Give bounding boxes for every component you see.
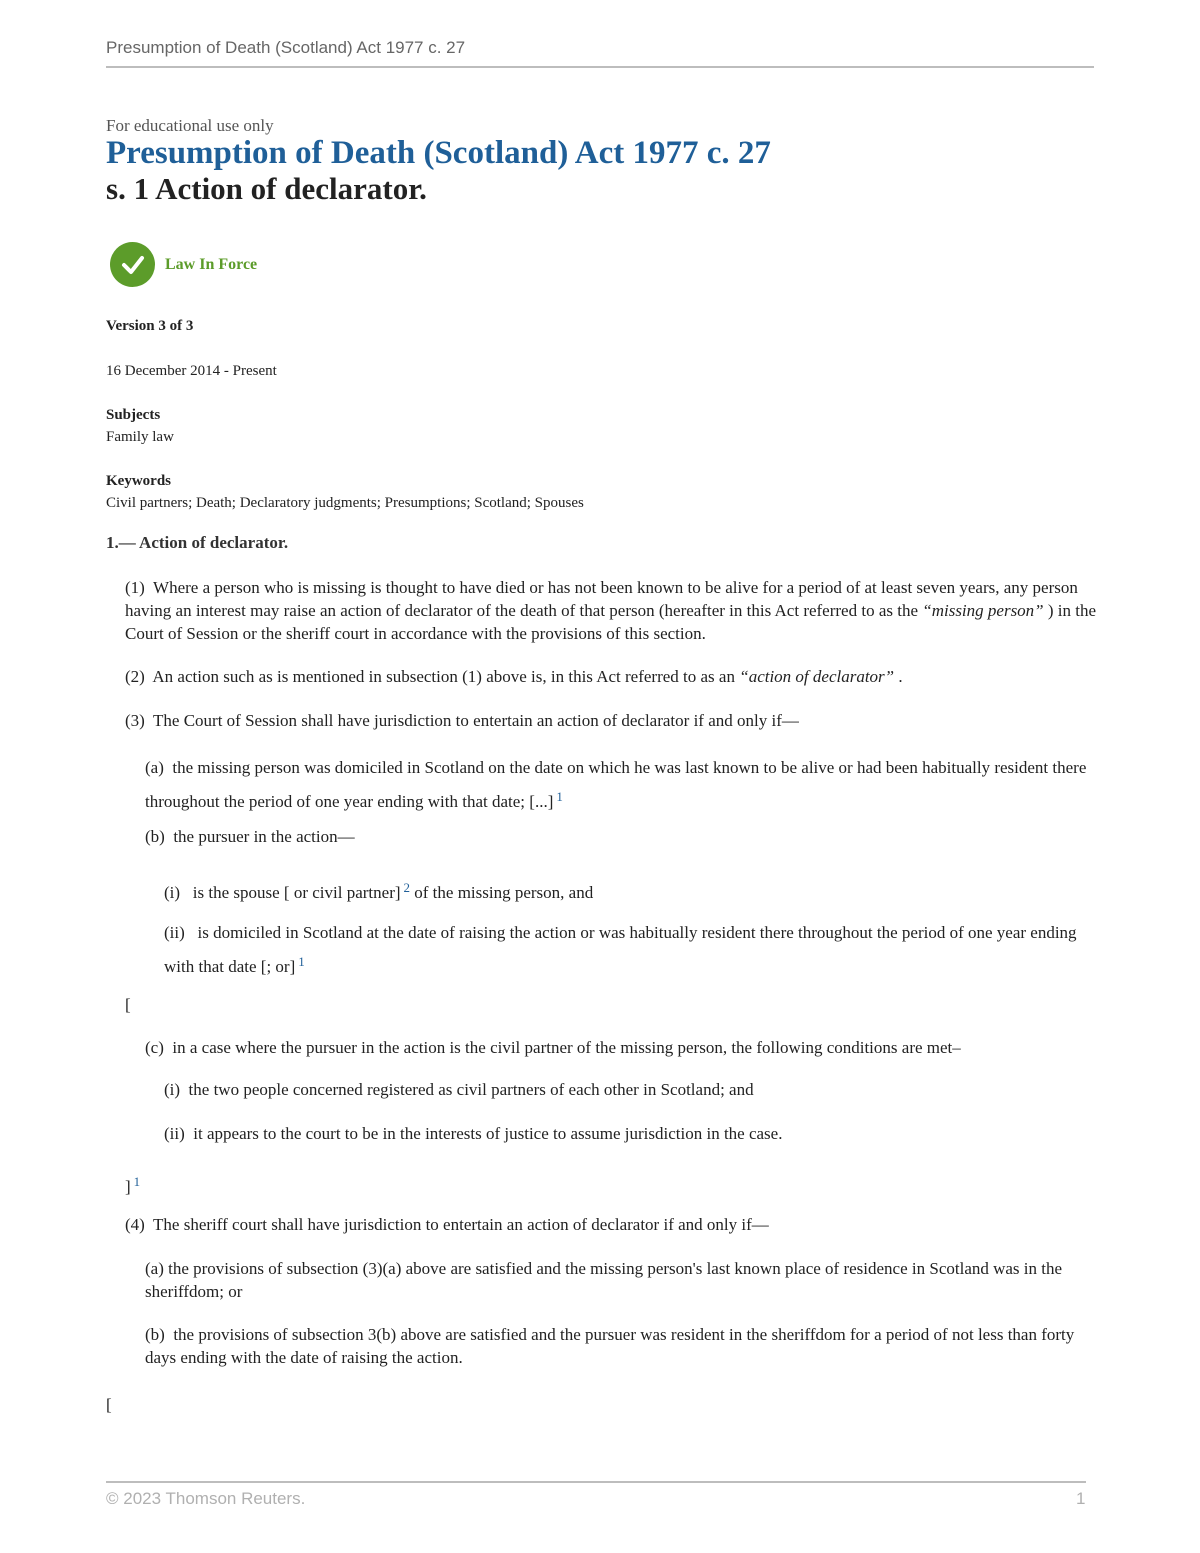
subjects-block [106,404,174,448]
paragraph-4b: (b) the provisions of subsection 3(b) above are satisfied and the pursuer was resident in the sheriffdom for a period of not less than forty days ending with the date of raising the action. [145,1325,1075,1367]
subjects-value[interactable]: Family law [106,429,174,445]
subsection-2: (2) An action such as is mentioned in subsection (1) above is, in this Act referred to as an “action of declarator” . [125,667,903,686]
subsection-number: (4) [125,1215,145,1234]
subsection-number: (3) [125,711,145,730]
page-number: 1 [1076,1489,1086,1508]
check-circle-icon [110,242,155,287]
amendment-close-bracket: ] $^1$ [125,1174,141,1196]
footnote-link[interactable]: 2 [403,880,411,895]
subsection-4: (4) The sheriff court shall have jurisdiction to entertain an action of declarator if and only if— [125,1215,769,1234]
law-status [110,242,257,287]
copyright: © 2023 Thomson Reuters. [106,1489,306,1508]
subsection-number: (1) [125,578,145,597]
subsection-1: (1) Where a person who is missing is thought to have died or has not been known to be alive for a period of at least seven years, any person having an interest may raise an action of declarator of the death of that person (hereafter in this Act referred to as the “missing person” ) in the Court of Session or the sheriff court in accordance with the provisions of this section. [125,578,1097,643]
section-heading: 1.— Action of declarator. [106,533,289,552]
subsection-number: (2) [125,667,145,686]
footnote-link[interactable]: 1 [298,954,305,969]
footnote-link[interactable]: 1 [133,1174,141,1189]
amendment-open-bracket: [ [125,995,131,1014]
status-label: Law In Force [165,255,258,273]
version-label: Version 3 of 3 [106,318,194,334]
footnote-link[interactable]: 1 [556,789,563,804]
subsection-3: (3) The Court of Session shall have jurisdiction to entertain an action of declarator if and only if— [125,711,799,730]
keywords-label: Keywords [106,473,171,489]
paragraph-3a: (a) the missing person was domiciled in Scotland on the date on which he was last known to be alive or had been habitually resident there throughout the period of one year ending with that date; [...] $^1$ [145,758,1087,811]
defined-term: “action of declarator” [739,667,895,686]
date-range: 16 December 2014 - Present [106,363,277,379]
defined-term: “missing person” [922,601,1044,620]
running-header: Presumption of Death (Scotland) Act 1977 c. 27 [106,38,466,57]
header-divider [106,66,1094,68]
paragraph-3c-i: (i) the two people concerned registered as civil partners of each other in Scotland; and [164,1080,754,1099]
paragraph-3c: (c) in a case where the pursuer in the action is the civil partner of the missing person, the following conditions are met– [145,1038,961,1057]
footer-divider [106,1481,1086,1483]
paragraph-3b-i: (i) is the spouse [ or civil partner] $^2$ of the missing person, and [164,880,594,902]
educational-notice: For educational use only [106,116,274,135]
trailing-bracket: [ [106,1395,112,1414]
keywords-block [106,470,584,514]
section-title: s. 1 Action of declarator. [106,171,427,206]
paragraph-3b: (b) the pursuer in the action— [145,827,355,846]
document-title[interactable]: Presumption of Death (Scotland) Act 1977 c. 27 [106,135,771,171]
paragraph-3c-ii: (ii) it appears to the court to be in the interests of justice to assume jurisdiction in the case. [164,1124,783,1143]
paragraph-3b-ii: (ii) is domiciled in Scotland at the date of raising the action or was habitually resident there throughout the period of one year ending with that date [; or] $^1$ [164,923,1077,976]
subjects-label: Subjects [106,407,161,423]
keywords-value[interactable]: Civil partners; Death; Declaratory judgments; Presumptions; Scotland; Spouses [106,495,584,511]
paragraph-4a: (a) the provisions of subsection (3)(a) above are satisfied and the missing person's last known place of residence in Scotland was in the sheriffdom; or [145,1259,1063,1301]
